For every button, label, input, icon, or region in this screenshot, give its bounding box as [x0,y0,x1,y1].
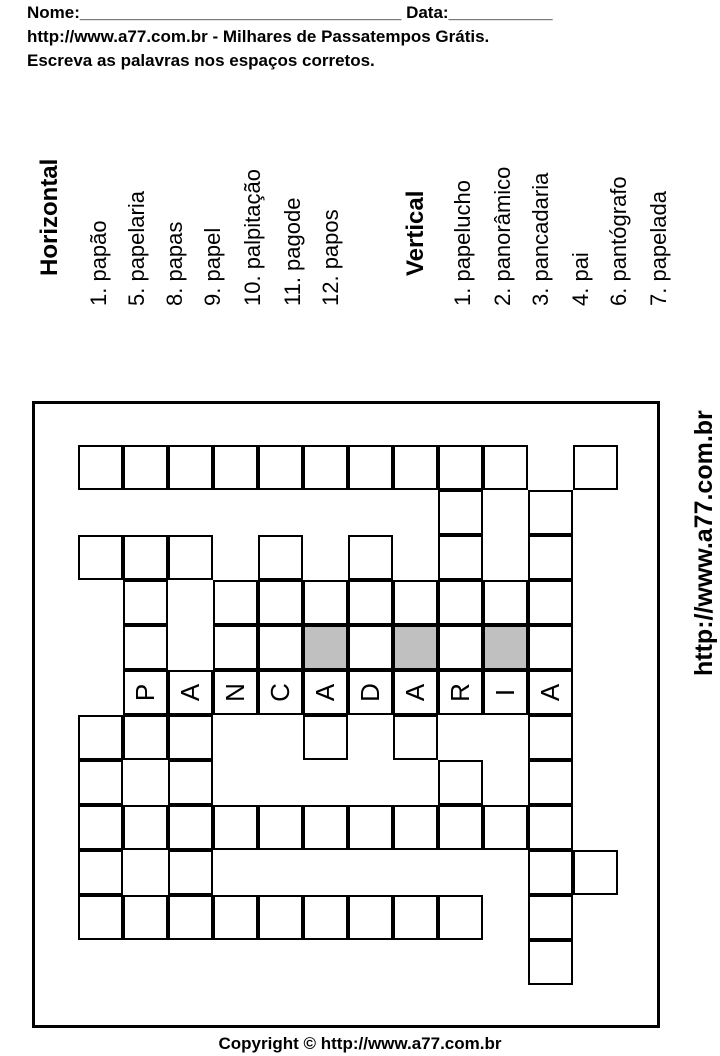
vertical-clue-2: 2. panorâmico [490,166,515,306]
site-tagline: http://www.a77.com.br - Milhares de Passatempos Grátis. [27,27,490,46]
crossword-letter: A [310,683,340,702]
crossword-cell[interactable] [258,670,303,715]
crossword-cell[interactable] [303,580,348,625]
crossword-cell[interactable] [303,670,348,715]
crossword-cell[interactable] [528,535,573,580]
crossword-cell[interactable] [528,580,573,625]
crossword-cell[interactable] [438,670,483,715]
crossword-cell[interactable] [528,940,573,985]
crossword-cell[interactable] [528,760,573,805]
crossword-cell[interactable] [393,580,438,625]
crossword-cell[interactable] [123,445,168,490]
crossword-cell[interactable] [348,895,393,940]
crossword-cell[interactable] [123,670,168,715]
horizontal-clue-10: 10. palpitação [240,169,265,306]
vertical-clue-4: 4. pai [568,252,593,306]
crossword-cell[interactable] [213,445,258,490]
crossword-cell[interactable] [258,625,303,670]
crossword-cell[interactable] [303,895,348,940]
crossword-cell[interactable] [168,670,213,715]
crossword-cell[interactable] [393,715,438,760]
crossword-cell[interactable] [168,850,213,895]
crossword-letter: I [490,688,520,697]
crossword-cell[interactable] [123,625,168,670]
crossword-cell[interactable] [303,715,348,760]
copyright: Copyright © http://www.a77.com.br [218,1034,502,1053]
crossword-cell[interactable] [438,490,483,535]
crossword-cell[interactable] [78,805,123,850]
crossword-cell[interactable] [393,445,438,490]
crossword-cell[interactable] [348,670,393,715]
crossword-cell[interactable] [528,895,573,940]
crossword-cell[interactable] [528,850,573,895]
crossword-letter: A [400,683,430,702]
crossword-cell[interactable] [258,895,303,940]
crossword-cell[interactable] [528,490,573,535]
crossword-cell[interactable] [393,670,438,715]
crossword-cell[interactable] [213,580,258,625]
crossword-cell[interactable] [303,805,348,850]
crossword-cell[interactable] [573,850,618,895]
crossword-cell[interactable] [123,895,168,940]
crossword-cell[interactable] [438,580,483,625]
horizontal-title: Horizontal [36,158,63,276]
crossword-cell[interactable] [258,445,303,490]
crossword-letter: D [355,683,385,702]
crossword-cell[interactable] [348,580,393,625]
crossword-cell[interactable] [123,535,168,580]
crossword-cell[interactable] [213,805,258,850]
crossword-cell[interactable] [438,895,483,940]
crossword-cell[interactable] [483,445,528,490]
side-url: http://www.a77.com.br [690,410,718,676]
crossword-cell[interactable] [258,580,303,625]
horizontal-clue-8: 8. papas [162,221,187,306]
crossword-letter: N [220,683,250,702]
crossword-cell[interactable] [528,805,573,850]
crossword-cell[interactable] [168,805,213,850]
horizontal-clue-5: 5. papelaria [124,191,149,306]
vertical-clue-7: 7. papelada [646,191,671,306]
crossword-cell[interactable] [168,760,213,805]
name-date-line: Nome:__________________________________ Data:___________ [27,3,553,22]
crossword-cell[interactable] [78,850,123,895]
horizontal-clue-12: 12. papos [318,209,343,306]
vertical-clue-3: 3. pancadaria [528,172,553,306]
crossword-cell[interactable] [528,625,573,670]
crossword-cell[interactable] [78,535,123,580]
crossword-cell-shaded[interactable] [483,625,528,670]
crossword-cell[interactable] [348,535,393,580]
crossword-cell[interactable] [78,715,123,760]
crossword-letter: A [535,683,565,702]
vertical-clue-6: 6. pantógrafo [606,176,631,306]
crossword-cell[interactable] [348,625,393,670]
crossword-cell[interactable] [168,895,213,940]
crossword-cell[interactable] [438,625,483,670]
crossword-cell[interactable] [438,445,483,490]
crossword-cell[interactable] [483,670,528,715]
crossword-cell[interactable] [303,445,348,490]
crossword-cell[interactable] [213,625,258,670]
crossword-letter: C [265,683,295,702]
crossword-cell[interactable] [123,580,168,625]
crossword-cell[interactable] [168,715,213,760]
crossword-cell[interactable] [78,760,123,805]
crossword-cell[interactable] [573,445,618,490]
crossword-cell[interactable] [123,715,168,760]
crossword-cell[interactable] [528,670,573,715]
crossword-cell[interactable] [483,580,528,625]
crossword-cell[interactable] [438,805,483,850]
crossword-cell[interactable] [528,715,573,760]
crossword-cell[interactable] [213,895,258,940]
vertical-title: Vertical [402,190,429,276]
instructions: Escreva as palavras nos espaços corretos. [27,51,375,70]
crossword-cell-shaded[interactable] [393,625,438,670]
crossword-cell-shaded[interactable] [303,625,348,670]
crossword-letter: A [175,683,205,702]
crossword-cell[interactable] [78,445,123,490]
crossword-cell[interactable] [438,535,483,580]
horizontal-clue-1: 1. papão [86,220,111,306]
crossword-cell[interactable] [213,670,258,715]
crossword-cell[interactable] [168,535,213,580]
crossword-cell[interactable] [348,805,393,850]
crossword-cell[interactable] [438,760,483,805]
crossword-cell[interactable] [393,895,438,940]
vertical-clue-1: 1. papelucho [450,180,475,306]
crossword-cell[interactable] [123,805,168,850]
horizontal-clue-11: 11. pagode [280,197,305,306]
horizontal-clue-9: 9. papel [200,227,225,306]
crossword-cell[interactable] [348,445,393,490]
crossword-cell[interactable] [168,445,213,490]
crossword-cell[interactable] [483,805,528,850]
crossword-cell[interactable] [78,895,123,940]
crossword-letter: P [130,683,160,702]
crossword-cell[interactable] [393,805,438,850]
crossword-letter: R [445,683,475,702]
crossword-cell[interactable] [258,535,303,580]
crossword-cell[interactable] [258,805,303,850]
